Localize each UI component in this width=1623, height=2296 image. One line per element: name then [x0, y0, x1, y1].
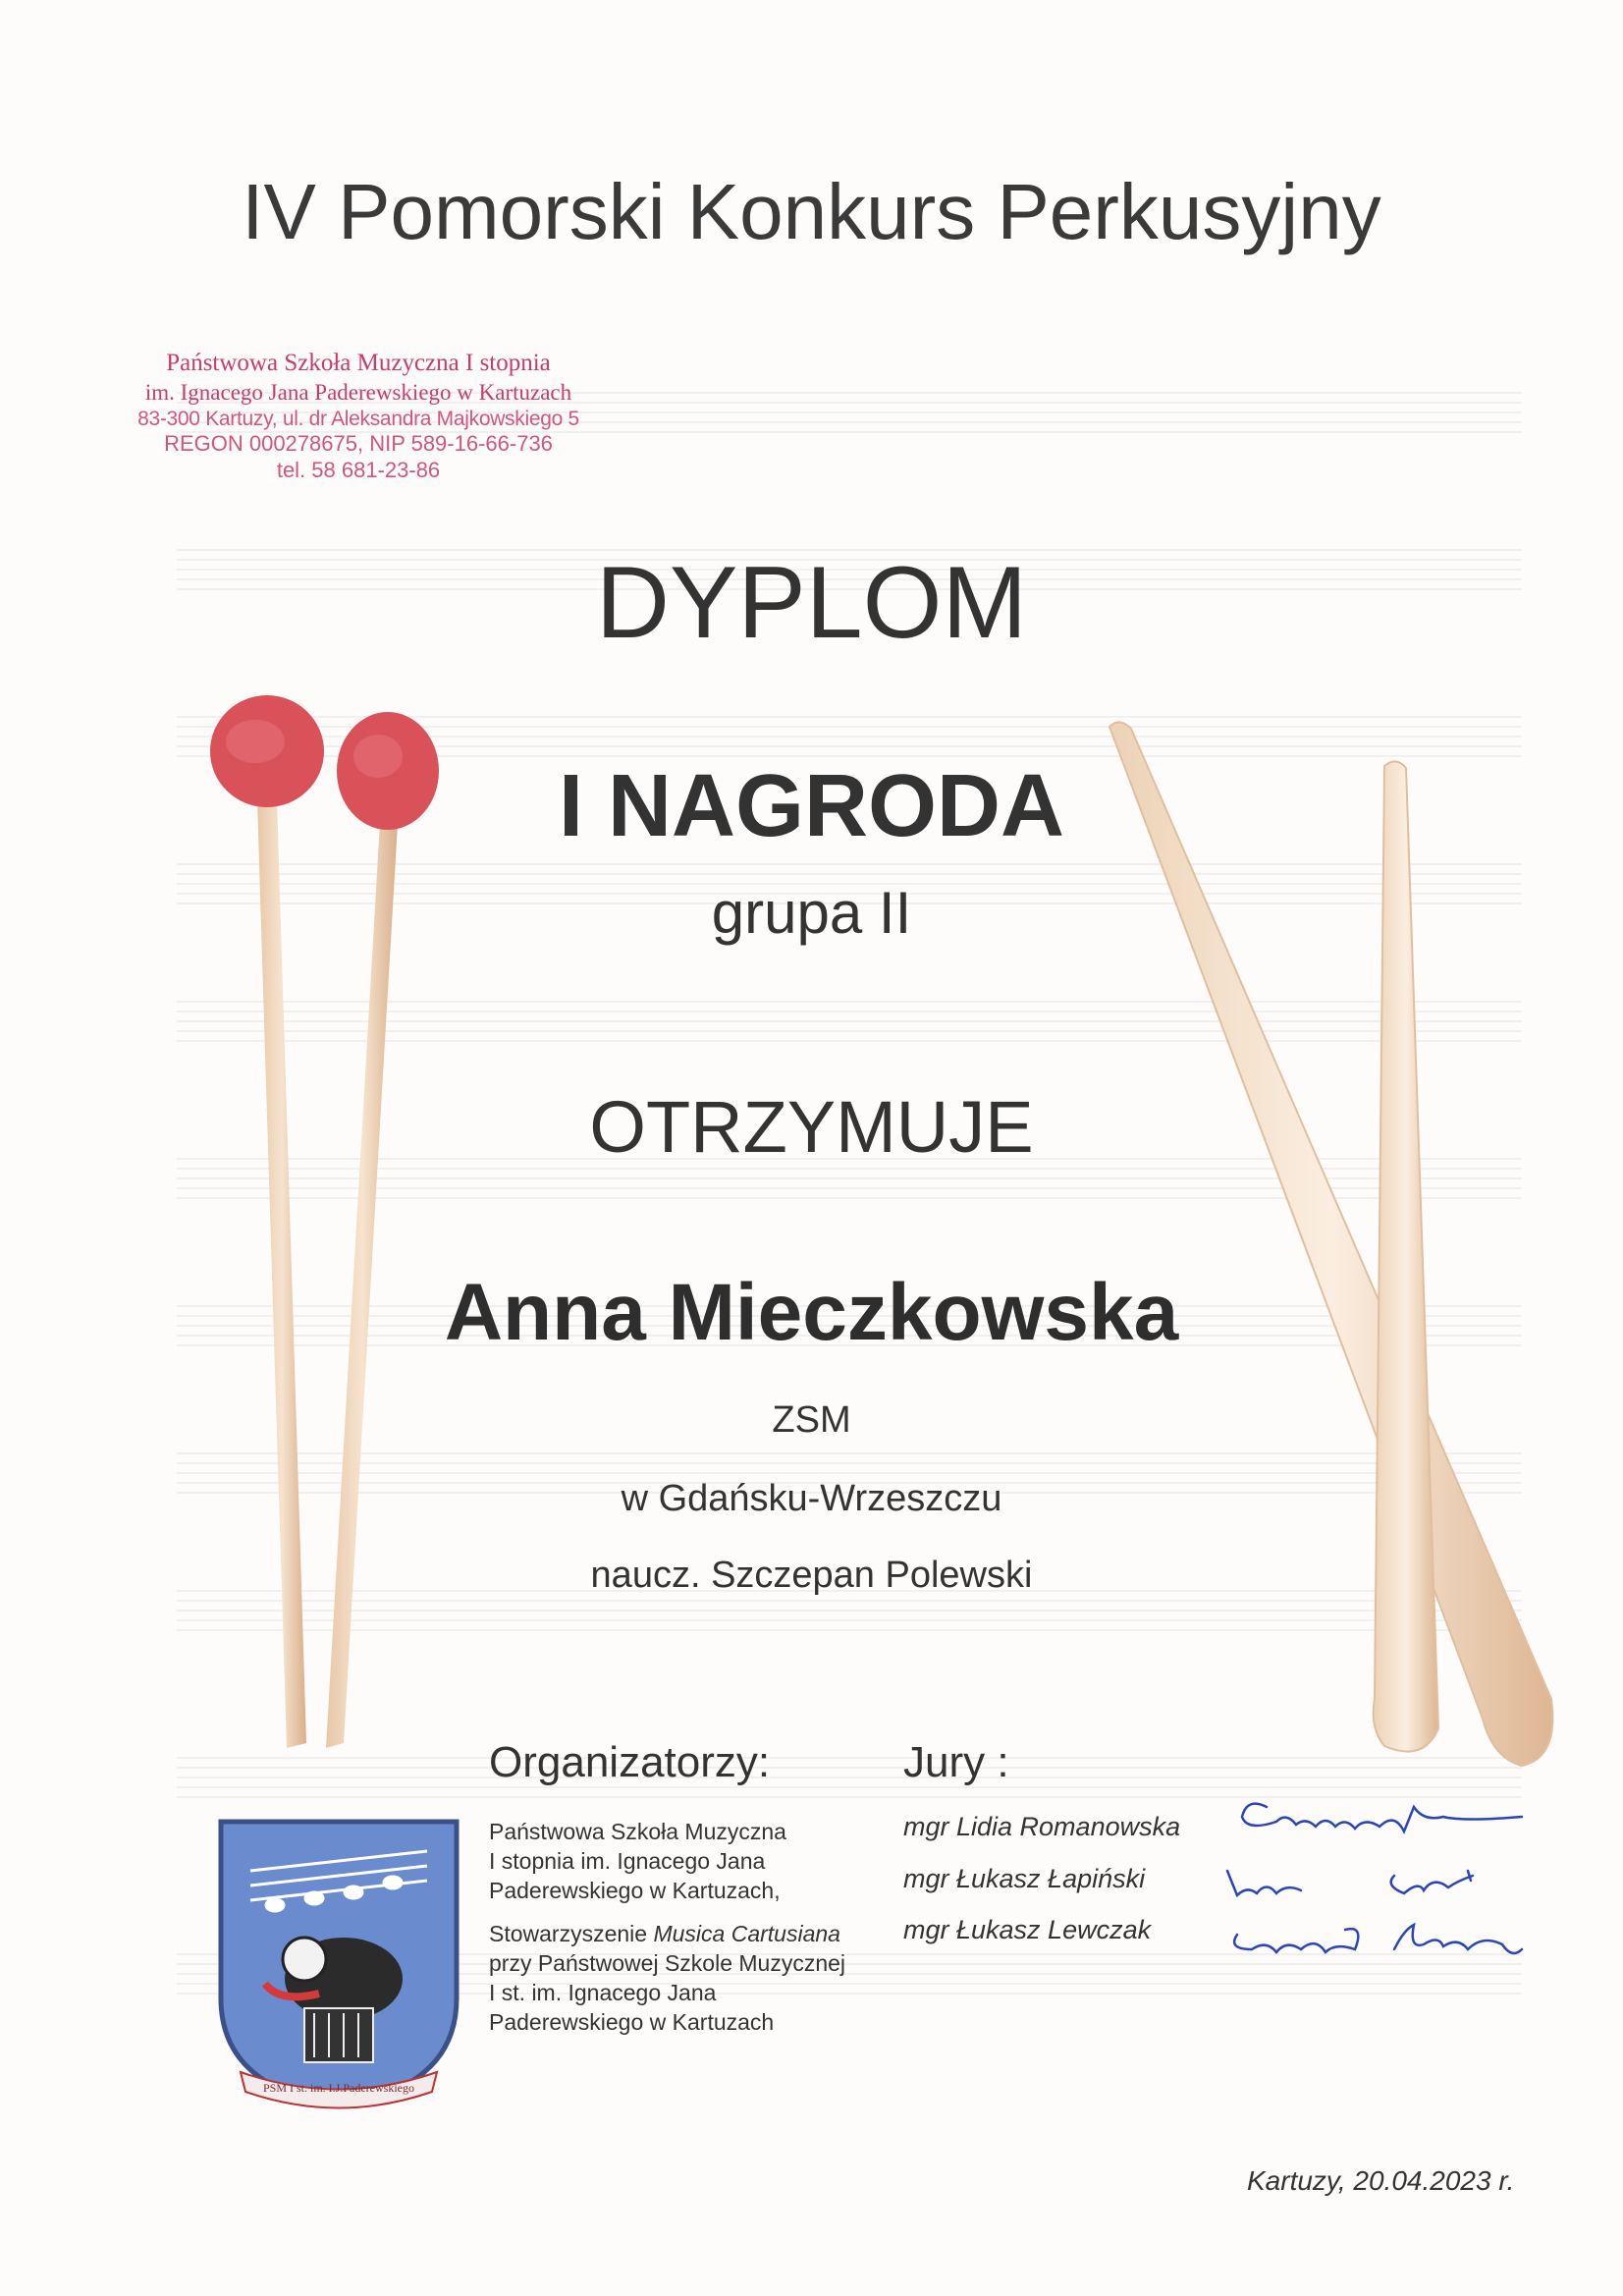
association-name: Musica Cartusiana	[653, 1921, 840, 1946]
stamp-line-1: Państwowa Szkoła Muzyczna I stopnia	[166, 350, 551, 376]
organizer-1-line: Paderewskiego w Kartuzach,	[489, 1878, 781, 1903]
jury-member: mgr Lidia Romanowska	[903, 1812, 1181, 1841]
stamp-address: 83-300 Kartuzy, ul. dr Aleksandra Majkowskiego 5	[137, 407, 579, 430]
signature-2	[1227, 1871, 1473, 1895]
drumsticks-illustration	[1090, 697, 1600, 1807]
jury-member: mgr Łukasz Lewczak	[903, 1915, 1152, 1944]
organizer-1-line: Państwowa Szkoła Muzyczna	[489, 1819, 786, 1844]
organizers-heading: Organizatorzy:	[489, 1738, 771, 1786]
organizer-2-line: I st. im. Ignacego Jana	[489, 1980, 717, 2005]
organizer-2-line: przy Państwowej Szkole Muzycznej	[489, 1950, 846, 1976]
teacher-name: naucz. Szczepan Polewski	[590, 1555, 1033, 1596]
organizer-2-line	[489, 1919, 901, 1948]
recipient-name: Anna Mieczkowska	[444, 1268, 1179, 1357]
signature-3	[1234, 1925, 1522, 1953]
jury-signatures	[1208, 1777, 1561, 1974]
receives-label: OTRZYMUJE	[589, 1086, 1034, 1168]
group-label: grupa II	[711, 880, 912, 946]
jury-member: mgr Łukasz Łapiński	[903, 1864, 1146, 1893]
school-crest-icon	[211, 1812, 466, 2116]
signature-1	[1242, 1804, 1522, 1831]
prize-title: I NAGRODA	[559, 757, 1064, 855]
contest-title: IV Pomorski Konkurs Perkusyjny	[242, 168, 1381, 255]
stamp-phone: tel. 58 681-23-86	[276, 457, 441, 482]
organizer-2-line: Paderewskiego w Kartuzach	[489, 2009, 775, 2035]
issue-date: Kartuzy, 20.04.2023 r.	[1247, 2165, 1515, 2196]
diploma-heading: DYPLOM	[595, 546, 1028, 660]
school-stamp	[128, 349, 589, 484]
crest-banner-text: PSM I st. im. I.J.Paderewskiego	[263, 2081, 414, 2095]
stamp-regon: REGON 000278675, NIP 589-16-66-736	[164, 431, 553, 457]
organizers-list	[489, 1817, 901, 2037]
stamp-line-2: im. Ignacego Jana Paderewskiego w Kartuzach	[144, 379, 572, 405]
recipient-school: ZSM	[772, 1399, 851, 1441]
recipient-city: w Gdańsku-Wrzeszczu	[621, 1478, 1002, 1519]
jury-heading: Jury :	[903, 1738, 1009, 1786]
organizer-2-prefix: Stowarzyszenie	[489, 1921, 654, 1946]
organizer-1-line: I stopnia im. Ignacego Jana	[489, 1848, 766, 1874]
